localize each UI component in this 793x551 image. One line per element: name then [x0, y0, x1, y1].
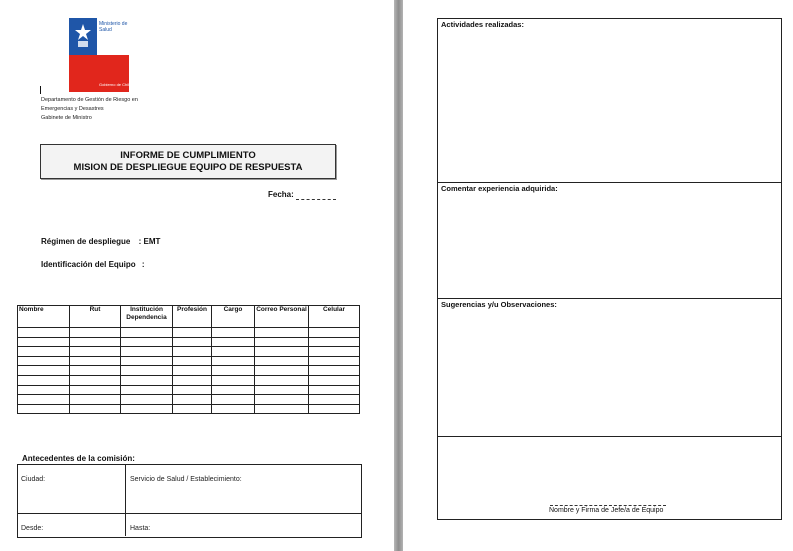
table-cell[interactable]	[70, 347, 121, 357]
antecedentes-divider-v	[125, 464, 126, 536]
table-cell[interactable]	[255, 366, 309, 376]
table-cell[interactable]	[121, 404, 173, 414]
team-table	[17, 305, 360, 414]
antecedentes-title: Antecedentes de la comisión:	[22, 454, 135, 463]
antecedentes-divider-h	[17, 513, 361, 514]
regimen-value[interactable]: : EMT	[138, 237, 161, 246]
table-cell[interactable]	[18, 404, 70, 414]
regimen-row	[41, 237, 160, 246]
hasta-field[interactable]: Hasta:	[130, 525, 151, 532]
table-cell[interactable]	[70, 404, 121, 414]
table-cell[interactable]	[255, 385, 309, 395]
table-cell[interactable]	[212, 328, 255, 338]
table-cell[interactable]	[255, 347, 309, 357]
observations-box	[437, 18, 782, 520]
actividades-field[interactable]: Actividades realizadas:	[441, 20, 524, 29]
department-line-3: Gabinete de Ministro	[41, 115, 92, 121]
table-row	[18, 347, 360, 357]
identificacion-value[interactable]: :	[141, 260, 145, 269]
coat-of-arms-icon	[73, 22, 93, 49]
table-cell[interactable]	[212, 375, 255, 385]
table-cell[interactable]	[173, 356, 212, 366]
header-rut: Rut	[70, 306, 121, 328]
table-row	[18, 356, 360, 366]
table-cell[interactable]	[70, 366, 121, 376]
table-cell[interactable]	[70, 356, 121, 366]
table-cell[interactable]	[18, 385, 70, 395]
table-cell[interactable]	[173, 366, 212, 376]
signature-line[interactable]	[550, 505, 666, 506]
department-line-1: Departamento de Gestión de Riesgo en	[41, 97, 138, 103]
header-celular: Celular	[309, 306, 360, 328]
table-row	[18, 385, 360, 395]
report-title-box	[40, 144, 336, 179]
header-cargo: Cargo	[212, 306, 255, 328]
table-cell[interactable]	[309, 366, 360, 376]
table-cell[interactable]	[212, 385, 255, 395]
table-cell[interactable]	[173, 337, 212, 347]
section-divider-2	[437, 298, 781, 299]
ciudad-field[interactable]: Ciudad:	[21, 476, 46, 483]
table-cell[interactable]	[255, 328, 309, 338]
table-cell[interactable]	[18, 366, 70, 376]
table-cell[interactable]	[173, 395, 212, 405]
table-cell[interactable]	[18, 347, 70, 357]
table-cell[interactable]	[212, 366, 255, 376]
report-title-line-1: INFORME DE CUMPLIMIENTO	[120, 149, 256, 161]
header-correo: Correo Personal	[255, 306, 309, 328]
logo-ministry-text: Ministerio de Salud	[99, 21, 128, 33]
table-cell[interactable]	[309, 356, 360, 366]
department-block	[41, 96, 138, 123]
table-cell[interactable]	[121, 337, 173, 347]
table-cell[interactable]	[212, 395, 255, 405]
page-divider	[394, 0, 403, 551]
section-divider-1	[437, 182, 781, 183]
table-cell[interactable]	[255, 337, 309, 347]
table-cell[interactable]	[18, 375, 70, 385]
identificacion-label: Identificación del Equipo	[41, 260, 136, 269]
table-cell[interactable]	[212, 337, 255, 347]
regimen-label: Régimen de despliegue	[41, 237, 131, 246]
sugerencias-field[interactable]: Sugerencias y/u Observaciones:	[441, 300, 557, 309]
table-cell[interactable]	[173, 375, 212, 385]
table-cell[interactable]	[173, 328, 212, 338]
experiencia-field[interactable]: Comentar experiencia adquirida:	[441, 184, 558, 193]
table-cell[interactable]	[309, 337, 360, 347]
table-cell[interactable]	[255, 404, 309, 414]
table-row	[18, 395, 360, 405]
logo-blue-block	[69, 18, 97, 55]
desde-field[interactable]: Desde:	[21, 525, 44, 532]
table-row	[18, 337, 360, 347]
table-cell[interactable]	[70, 385, 121, 395]
table-cell[interactable]	[212, 404, 255, 414]
table-cell[interactable]	[70, 395, 121, 405]
table-cell[interactable]	[309, 375, 360, 385]
table-cell[interactable]	[309, 385, 360, 395]
table-cell[interactable]	[121, 385, 173, 395]
table-cell[interactable]	[173, 347, 212, 357]
servicio-field[interactable]: Servicio de Salud / Establecimiento:	[130, 476, 242, 483]
table-cell[interactable]	[309, 328, 360, 338]
table-cell[interactable]	[121, 356, 173, 366]
section-divider-3	[437, 436, 781, 437]
table-cell[interactable]	[18, 395, 70, 405]
fecha-field[interactable]	[296, 199, 336, 200]
header-nombre: Nombre	[18, 306, 70, 328]
team-table-header	[18, 306, 360, 328]
table-cell[interactable]	[70, 375, 121, 385]
table-cell[interactable]	[255, 356, 309, 366]
fecha-label: Fecha:	[268, 190, 294, 199]
table-row	[18, 404, 360, 414]
table-cell[interactable]	[18, 337, 70, 347]
table-cell[interactable]	[70, 328, 121, 338]
table-cell[interactable]	[255, 395, 309, 405]
table-cell[interactable]	[212, 356, 255, 366]
table-cell[interactable]	[212, 347, 255, 357]
ministry-logo	[69, 18, 132, 92]
table-cell[interactable]	[255, 375, 309, 385]
table-cell[interactable]	[309, 395, 360, 405]
table-cell[interactable]	[18, 356, 70, 366]
report-title-line-2: MISION DE DESPLIEGUE EQUIPO DE RESPUESTA	[73, 161, 303, 173]
table-cell[interactable]	[309, 404, 360, 414]
table-cell[interactable]	[121, 328, 173, 338]
table-cell[interactable]	[121, 347, 173, 357]
header-profesion: Profesión	[173, 306, 212, 328]
logo-government-text: Gobierno de Chile	[99, 82, 132, 87]
header-institucion: Institución Dependencia	[121, 306, 173, 328]
table-cell[interactable]	[121, 395, 173, 405]
table-row	[18, 366, 360, 376]
table-cell[interactable]	[173, 385, 212, 395]
table-row	[18, 328, 360, 338]
identificacion-row	[41, 260, 145, 269]
department-line-2: Emergencias y Desastres	[41, 106, 104, 112]
table-row	[18, 375, 360, 385]
table-cell[interactable]	[121, 366, 173, 376]
signature-label: Nombre y Firma de Jefe/a de Equipo	[549, 507, 664, 514]
table-cell[interactable]	[173, 404, 212, 414]
table-cell[interactable]	[70, 337, 121, 347]
table-cell[interactable]	[309, 347, 360, 357]
table-cell[interactable]	[18, 328, 70, 338]
text-cursor-mark	[40, 86, 41, 94]
table-cell[interactable]	[121, 375, 173, 385]
